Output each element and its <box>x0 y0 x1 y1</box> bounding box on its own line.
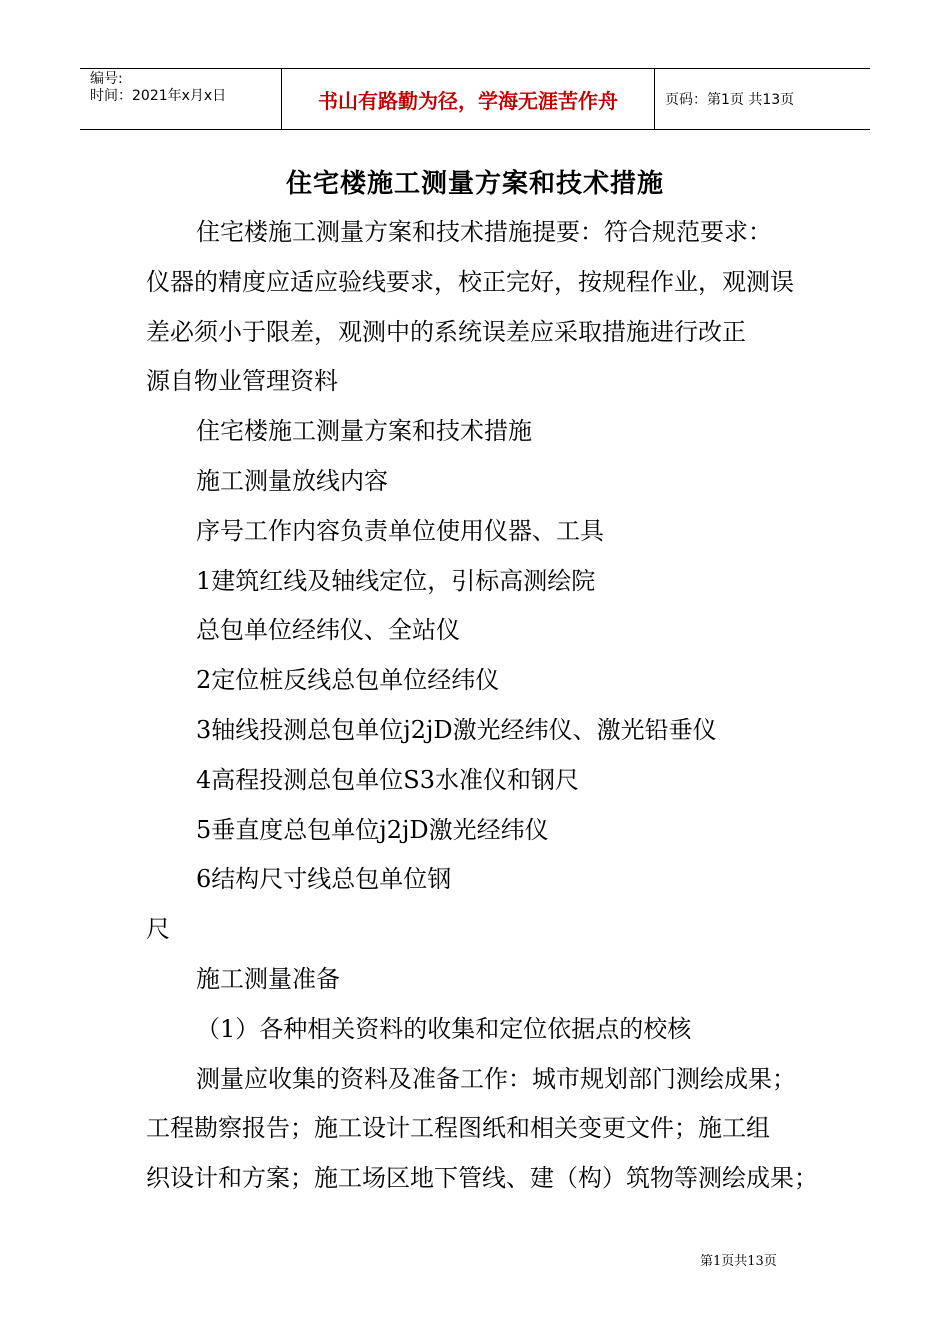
body-line: 住宅楼施工测量方案和技术措施 <box>196 417 532 446</box>
body-line: 源自物业管理资料 <box>146 367 338 396</box>
body-line: 施工测量放线内容 <box>196 466 388 495</box>
body-line: 1建筑红线及轴线定位，引标高测绘院 <box>196 566 596 595</box>
body-line: 总包单位经纬仪、全站仪 <box>196 616 460 645</box>
body-line: 3轴线投测总包单位j2jD激光经纬仪、激光铅垂仪 <box>196 715 717 744</box>
body-line: 2定位桩反线总包单位经纬仪 <box>196 666 500 695</box>
body-line: 序号工作内容负责单位使用仪器、工具 <box>196 516 604 545</box>
body-line: 尺 <box>146 915 170 944</box>
body-line: 5垂直度总包单位j2jD激光经纬仪 <box>196 815 549 844</box>
header-info-cell <box>80 69 282 129</box>
body-line: （1）各种相关资料的收集和定位依据点的校核 <box>196 1014 692 1043</box>
body-line: 4高程投测总包单位S3水准仪和钢尺 <box>196 765 579 794</box>
body-line: 差必须小于限差，观测中的系统误差应采取措施进行改正 <box>146 317 746 346</box>
body-line: 工程勘察报告；施工设计工程图纸和相关变更文件；施工组 <box>146 1114 770 1143</box>
body-line: 织设计和方案；施工场区地下管线、建（构）筑物等测绘成果； <box>146 1164 818 1193</box>
document-body <box>146 208 826 1204</box>
body-line: 测量应收集的资料及准备工作：城市规划部门测绘成果； <box>196 1064 796 1093</box>
page-header <box>80 68 870 130</box>
body-line: 住宅楼施工测量方案和技术措施提要：符合规范要求： <box>196 218 772 246</box>
body-line: 仪器的精度应适应验线要求，校正完好，按规程作业，观测误 <box>146 267 794 296</box>
time-label: 时间：2021年x月x日 <box>90 88 227 104</box>
document-title: 住宅楼施工测量方案和技术措施 <box>285 169 664 199</box>
header-motto: 书山有路勤为径，学海无涯苦作舟 <box>282 69 655 129</box>
page-footer: 第1页共13页 <box>700 1254 777 1269</box>
body-line: 施工测量准备 <box>196 964 340 993</box>
number-label: 编号: <box>90 71 123 87</box>
header-page-label: 页码：第1页 共13页 <box>665 92 795 108</box>
body-line: 6结构尺寸线总包单位钢 <box>196 865 452 894</box>
